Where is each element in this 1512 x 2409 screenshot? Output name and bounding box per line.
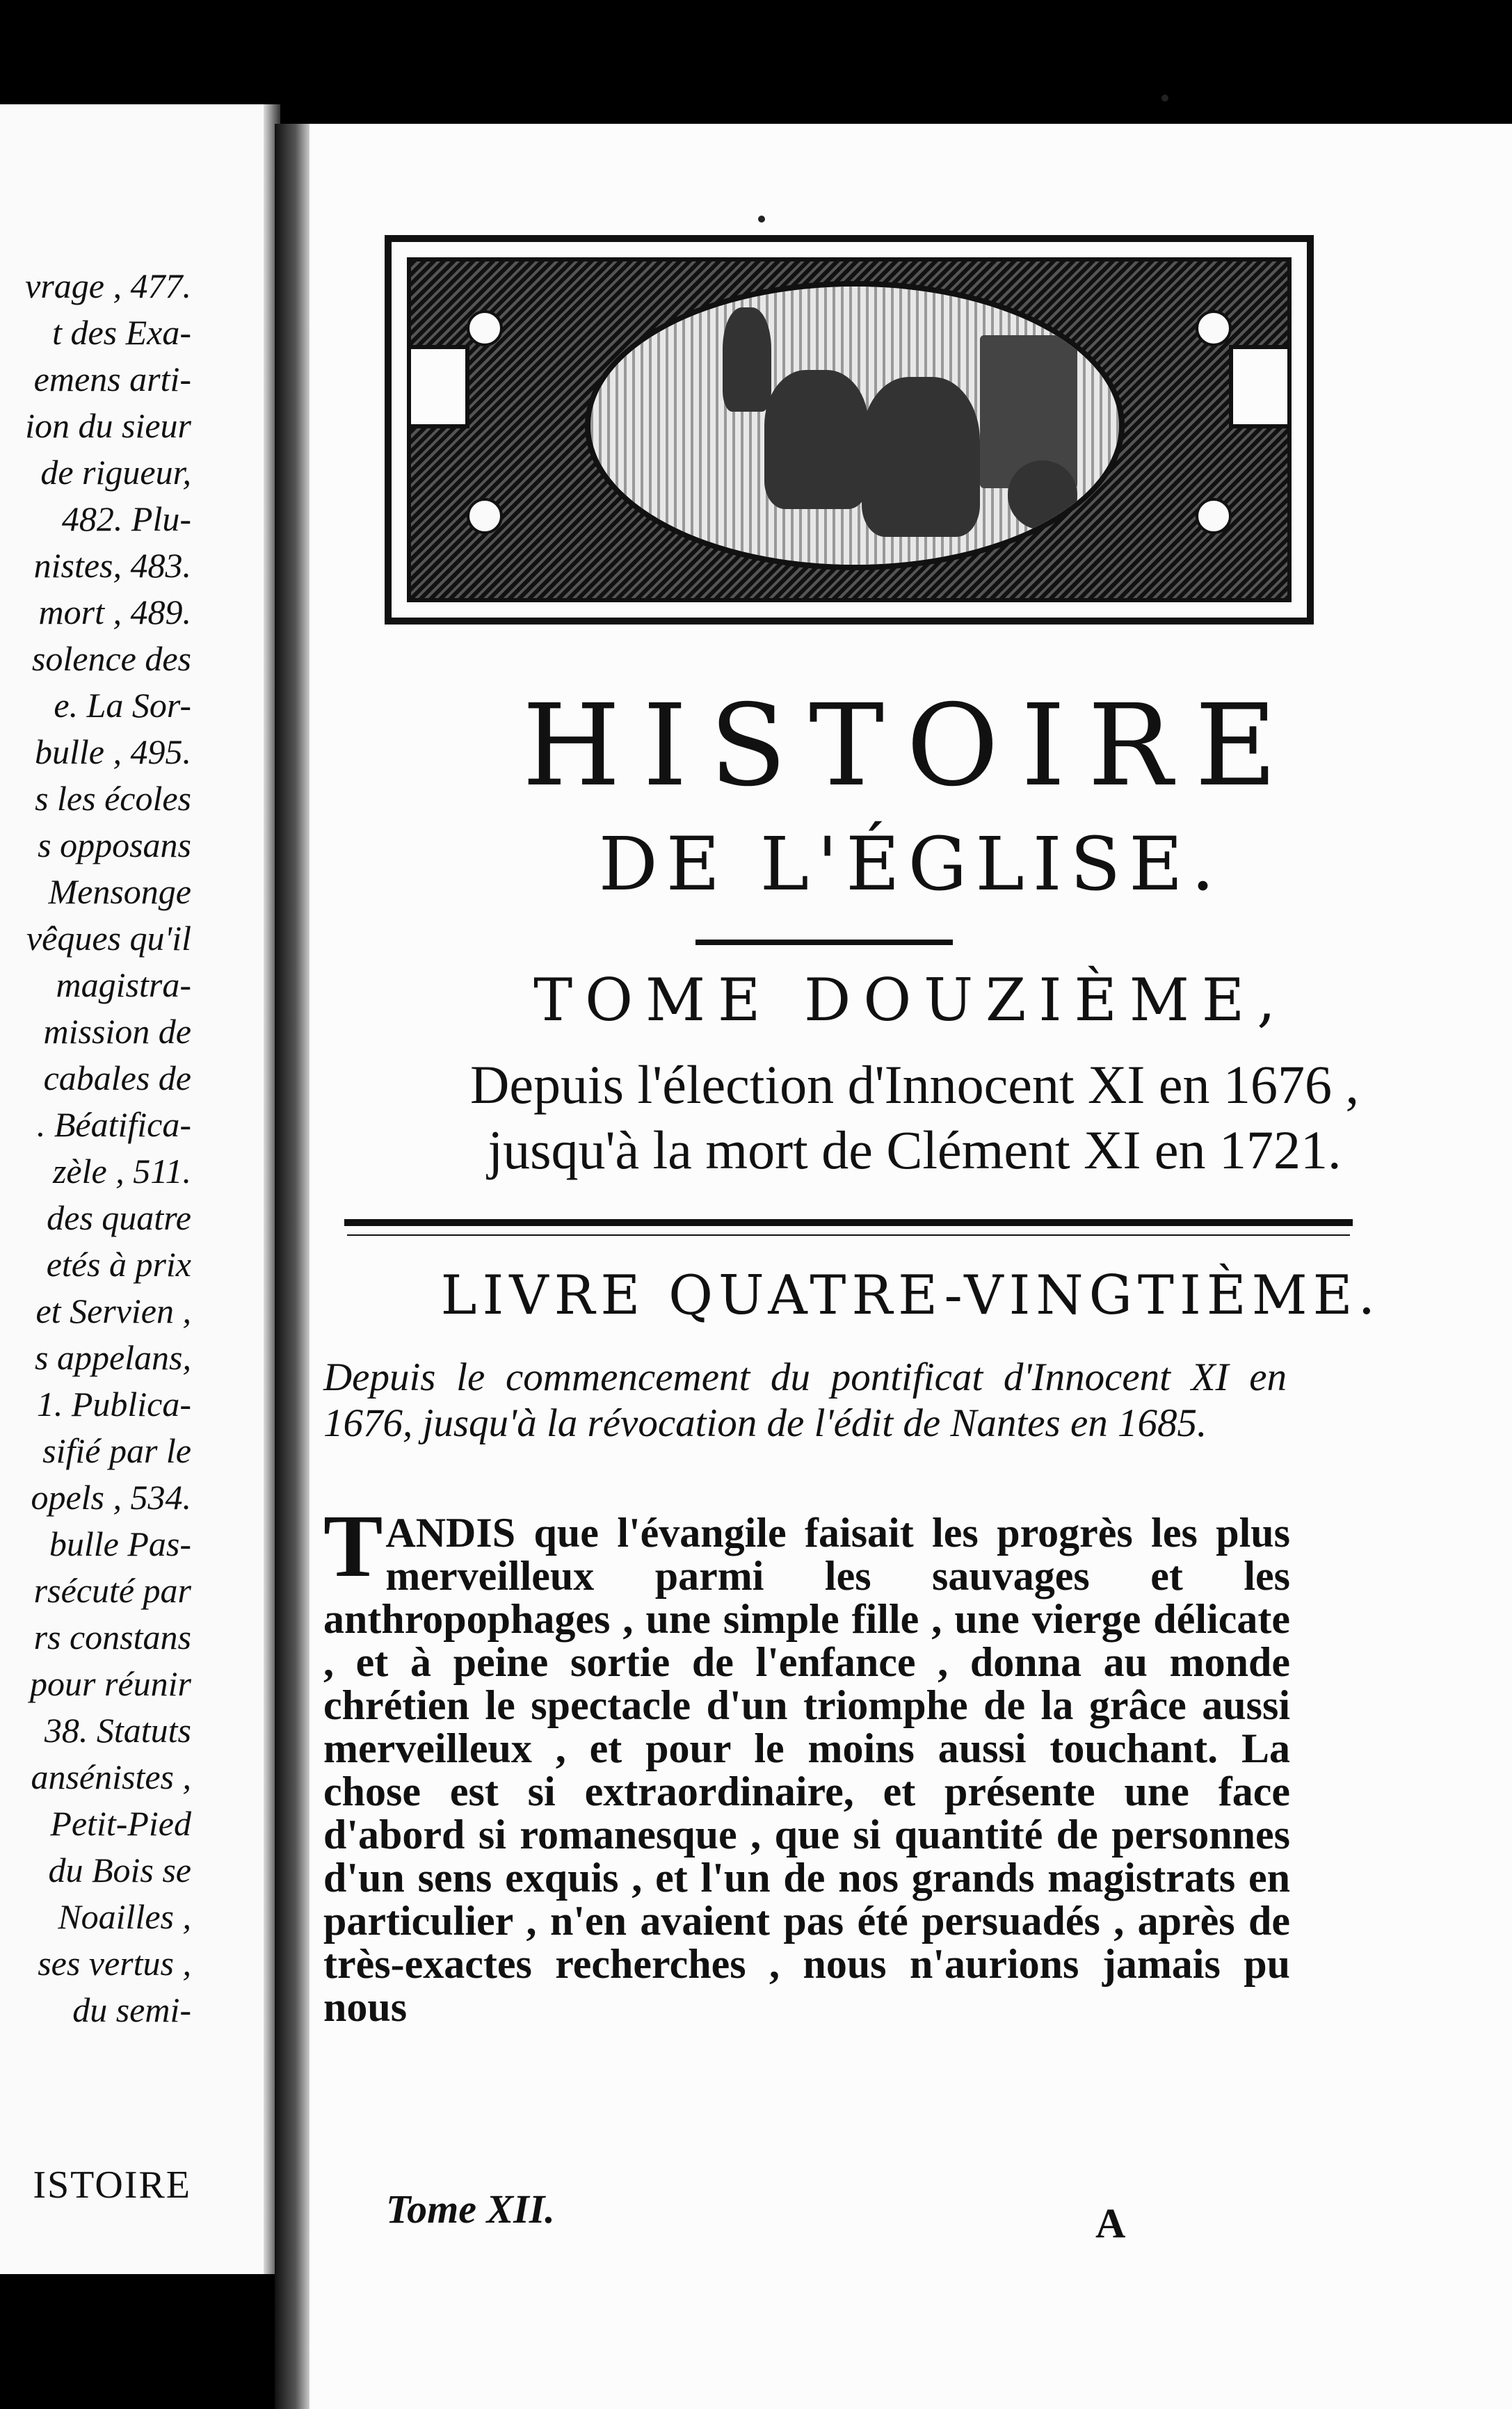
book-subtitle: DE L'ÉGLISE.: [598, 821, 1223, 907]
previous-page-line: 38. Statuts: [44, 1711, 191, 1750]
previous-page-line: Noailles ,: [58, 1897, 191, 1936]
previous-page-line: etés à prix: [46, 1245, 191, 1284]
previous-page-line: 1. Publica-: [36, 1385, 191, 1424]
headpiece-border: [407, 257, 1292, 602]
title-rule: [695, 940, 953, 945]
previous-page-line: rs constans: [33, 1618, 191, 1657]
signature-mark: A: [1095, 2200, 1126, 2246]
volume-heading: TOME DOUZIÈME,: [533, 966, 1288, 1034]
previous-page-line: e. La Sor-: [54, 686, 191, 725]
volume-footer: Tome XII.: [386, 2186, 555, 2232]
previous-page-line: solence des: [31, 639, 191, 678]
previous-page-line: s les écoles: [35, 779, 191, 818]
double-rule: [344, 1219, 1353, 1226]
paragraph-text: que l'évangile faisait les progrès les plus merveilleux parmi les sauvages et les anthropophages , une simple fille , une vierge délicate , et à peine sortie de l'enfance , donna au monde chrétien le spectacle d'un triomphe de la grâce aussi merveilleux , et pour le moins aussi touchant. La chose est si extraordinaire, et présente une face d'abord si romanesque , que si quantité de personnes d'un sens exquis , et l'un de nos grands magistrats en particulier , n'en avaient pas été persuadés , après de très-exactes recherches , nous n'aurions jamais pu nous: [323, 1510, 1290, 2030]
previous-page-line: t des Exa-: [52, 313, 191, 352]
previous-page-line: ansénistes ,: [31, 1757, 191, 1796]
previous-page-line: ion du sieur: [25, 406, 191, 445]
previous-page-line: 482. Plu-: [61, 499, 191, 538]
headpiece-notch-left: [407, 345, 469, 428]
book-heading: LIVRE QUATRE-VINGTIÈME.: [440, 1264, 1381, 1327]
previous-page-line: s appelans,: [35, 1338, 191, 1377]
previous-page-line: bulle , 495.: [35, 732, 191, 771]
opening-word: ANDIS: [385, 1510, 516, 1556]
previous-page-line: cabales de: [43, 1058, 191, 1097]
previous-page-line: de rigueur,: [40, 453, 191, 492]
period-line-1: Depuis l'élection d'Innocent XI en 1676 ,: [470, 1054, 1359, 1115]
roundel-ornament: [1196, 310, 1232, 346]
previous-page-line: opels , 534.: [31, 1478, 191, 1517]
previous-page-line: des quatre: [47, 1198, 191, 1237]
previous-page-line: mort , 489.: [38, 593, 191, 631]
previous-page-line: du semi-: [72, 1990, 191, 2029]
period-statement: [344, 1052, 1485, 1183]
headpiece-notch-right: [1229, 345, 1292, 428]
catchword: ISTOIRE: [33, 2164, 191, 2207]
previous-page-line: mission de: [43, 1012, 191, 1051]
previous-page-line: rsécuté par: [33, 1571, 191, 1610]
previous-page-line: Mensonge: [48, 872, 191, 911]
book-title: HISTOIRE: [522, 681, 1300, 812]
roundel-ornament: [467, 310, 503, 346]
previous-page-line: zèle , 511.: [52, 1152, 191, 1191]
page-gutter: [275, 124, 309, 2409]
roundel-ornament: [467, 498, 503, 534]
statue-figure: [723, 307, 771, 412]
book-summary: Depuis le commencement du pontificat d'Innocent XI en 1676, jusqu'à la révocation de l'édit de Nantes en 1685.: [323, 1355, 1287, 1445]
seated-figure: [862, 377, 980, 537]
previous-page-line: sifié par le: [42, 1431, 191, 1470]
previous-page-line: vrage , 477.: [25, 266, 191, 305]
body-paragraph: [323, 1497, 1290, 2030]
globe: [1008, 460, 1077, 530]
previous-page-line: nistes, 483.: [33, 546, 191, 585]
book-page: [309, 124, 1512, 2409]
roundel-ornament: [1196, 498, 1232, 534]
engraved-headpiece: [385, 235, 1314, 625]
drop-capital: T: [323, 1497, 383, 1595]
previous-page-line: . Béatifica-: [36, 1105, 191, 1144]
reading-scene-vignette: [585, 281, 1125, 570]
period-line-2: jusqu'à la mort de Clément XI en 1721.: [488, 1120, 1342, 1180]
previous-page-line: et Servien ,: [35, 1291, 191, 1330]
speck: [758, 216, 765, 223]
previous-page-line: magistra-: [56, 965, 191, 1004]
previous-page-line: vêques qu'il: [26, 919, 191, 958]
previous-page-line: ses vertus ,: [38, 1944, 191, 1983]
previous-page-line: s opposans: [38, 825, 191, 864]
previous-page-line: Petit-Pied: [50, 1804, 191, 1843]
previous-page-line: du Bois se: [48, 1851, 191, 1890]
speck: [1161, 95, 1168, 102]
previous-page-line: pour réunir: [30, 1664, 191, 1703]
previous-page-fragment: [0, 104, 280, 2274]
child-figure: [764, 370, 869, 509]
previous-page-line: emens arti-: [33, 360, 191, 398]
previous-page-line: bulle Pas-: [49, 1524, 191, 1563]
